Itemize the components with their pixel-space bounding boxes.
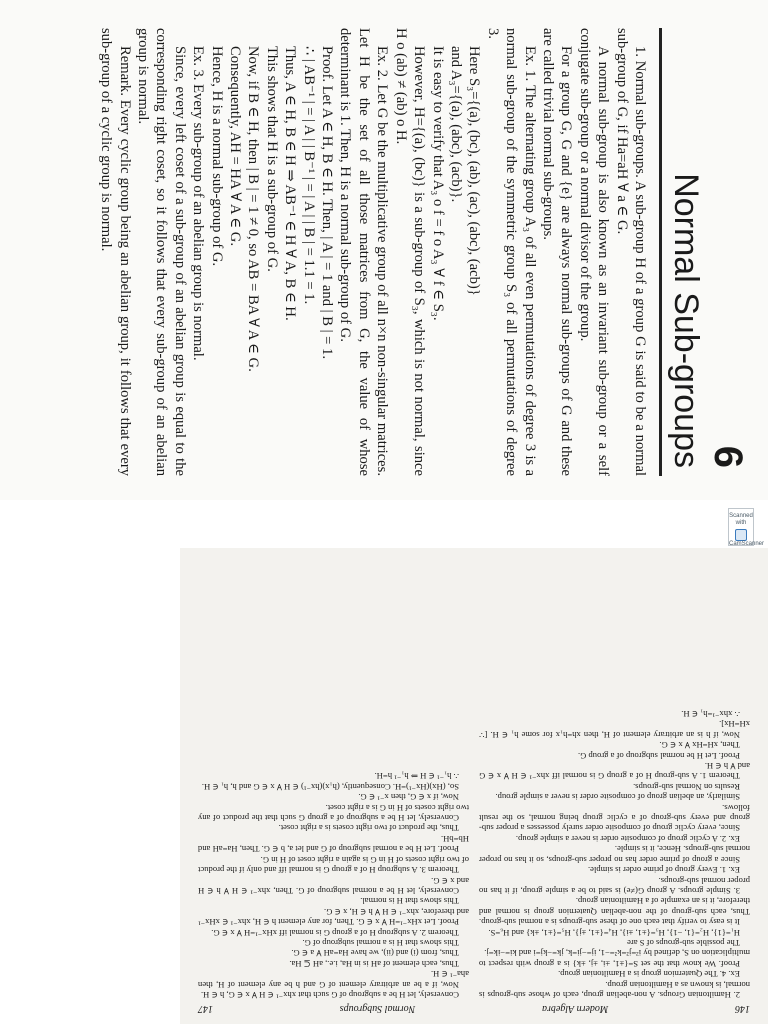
right-para: Thus, each element of aH is in Ha, i.e., aH ⊆ Ha. [289, 958, 459, 969]
para-invariant: A normal sub-group is also known as an invariant sub-group or a self conjugate sub-group or a normal divisor of the group. [576, 28, 612, 476]
para-a3: and A₃={(a), (abc), (acb)}. [447, 46, 464, 203]
right-para: This shows that H is normal. [360, 896, 459, 907]
para-ex1: Ex. 1. The alternating group A₃ of all even permutations of degree 3 is a normal sub-group of the symmetric group S₃ of all permutations of degree 3. [484, 28, 538, 476]
para-hence: Hence, H is a normal sub-group of G. [208, 46, 225, 267]
title-rule [659, 28, 662, 476]
running-head [198, 1003, 750, 1014]
left-para: The possible sub-groups of S are [627, 937, 740, 948]
para-trivial: For a group G, G and {e} are always normal sub-groups of G and these are called trivial normal sub-groups. [539, 28, 575, 476]
para-s3: Here S₃={(a), (bc), (ab), (ac), (abc), (acb)} [466, 46, 483, 296]
left-para: Results on Normal sub-groups. [633, 781, 740, 792]
left-para: 2. Hamiltonian Groups. A non-abelian group, each of whose sub-groups is normal, is known as a Hamiltonian group. [479, 979, 750, 1000]
para-det: ∴ | AB⁻¹ | = | A | | B⁻¹ | = | A | | B | = 1.1 = 1. [300, 46, 317, 305]
left-page-number: 146 [735, 1003, 750, 1014]
right-running-title: Normal Subgroups [339, 1003, 416, 1014]
right-page-number: 147 [198, 1003, 214, 1014]
right-para: Proof. Let H be a normal subgroup of G and let a, b ∈ G. Then, Ha=aH and Hb=bH. [198, 833, 469, 855]
para-verify: It is easy to verify that A₃ o f = f o A₃ ∀ f ∈ S₃. [429, 46, 446, 321]
para-not-normal: However, H={(a), (bc)} is a sub-group of S₃, which is not normal, since H o (ab) ≠ (ab) o H. [392, 28, 428, 476]
left-para: Since a group of prime order has no proper sub-groups, so it has no proper normal sub-groups. Hence, it is simple. [479, 844, 750, 865]
para-definition: 1. Normal sub-groups. A sub-group H of a group G is said to be a normal sub-group of G, if Ha=aH ∀ a ∈ G. [613, 28, 648, 476]
left-running-title: Modern Algebra [542, 1003, 609, 1014]
left-para: H₁={1}, H₂={1, −1}, H₃={±1, ±i}, H₄={±1, ±j}, H₅={±1, ±k} and H₆=S. [488, 927, 740, 938]
scanner-badge [728, 508, 765, 547]
right-para: Conversely, let H be a subgroup of a group G such that the product of any two right cosets of H in G is a right coset. [198, 802, 469, 824]
left-para: It is easy to verify that each one of these sub-groups is a normal sub-group. Thus, each sub-group of the non-abelian Quaternion group is normal and therefore, it is an example of a Hamiltonian group. [479, 896, 750, 928]
para-proof: Proof. Let A ∈ H, B ∈ H. Then, | A | = 1 and | B | = 1. [319, 46, 336, 359]
right-para: Thus, the product of two right cosets is a right coset. [278, 823, 459, 834]
right-para: Now, if a be an arbitrary element of G and h be any element of H, then aha⁻¹ ∈ H. [198, 969, 469, 990]
chapter-page [0, 0, 768, 500]
two-page-columns [198, 709, 750, 1000]
left-para: Proof. We know that the set S={±1, ±i, ±j, ±k} is a group with respect to multiplication on S, defined by i²=j²=k²=−1, ij=−ji=k, jk=−kj=i and ki=−ik=j. [479, 948, 750, 969]
right-para: So, (Hx)(Hx⁻¹)=H. Consequently, (h₁x)(hx⁻¹) ∈ H ∀ x ∈ G and h, h₁ ∈ H. [201, 781, 459, 792]
left-para: Ex. 2. A cyclic group of composite order is never a simple group. [515, 833, 740, 844]
badge-line1: Scanned with [729, 513, 753, 526]
chapter-body [97, 28, 649, 476]
right-para: Proof. Let xHx⁻¹=H ∀ x ∈ G. Then, for any element h ∈ H, xhx⁻¹ ∈ xHx⁻¹ and therefore, xhx⁻¹ ∈ H ∀ h ∈ H, x ∈ G. [198, 906, 469, 928]
left-para: Ex. 1. Every group of prime order is simple. [587, 865, 740, 876]
spread-page [180, 548, 768, 1024]
right-para: Conversely, let H be a subgroup of G such that xhx⁻¹ ∈ H ∀ x ∈ G, h ∈ H. [200, 990, 459, 1000]
para-ex2: Ex. 2. Let G be the multiplicative group of all n×n non-singular matrices. Let H be the set of all those matrices from G, the value of whose determinant is 1. Then, H is a normal sub-group of G. [337, 28, 391, 476]
right-para: Thus, from (i) and (ii), we have Ha=aH ∀ a ∈ G. [291, 948, 459, 959]
right-para: This shows that H is a normal subgroup of G. [302, 937, 459, 948]
left-para: ∴ xhx⁻¹=h₁ ∈ H. [681, 709, 740, 720]
left-para: Then, xH=Hx ∀ x ∈ G. [659, 740, 740, 751]
para-consequently: Consequently, AH = HA ∀ A ∈ G. [227, 46, 244, 246]
para-remark: Remark. Every cyclic group being an abelian group, it follows that every sub-group of a cyclic group is normal. [98, 28, 133, 476]
left-para: Since, every cyclic group of composite order surely possesses a proper sub-group and every sub-group of a cyclic group being normal, so the result follows. [479, 802, 750, 834]
para-commute: Now, if B ∈ H, then | B | = 1 ≠ 0, so AB = BA ∀ A ∈ G. [245, 46, 262, 372]
para-closure: Thus, A ∈ H, B ∈ H ⇒ AB⁻¹ ∈ H ∀ A, B ∈ H. [282, 46, 299, 321]
left-para: Theorem 1. A sub-group H of a group G is normal iff xhx⁻¹ ∈ H ∀ x ∈ G and ∀ h ∈ H. [479, 761, 750, 782]
right-para: ∴ h₁⁻¹ ∈ H ⇒ h₁⁻¹ h=H. [374, 771, 459, 782]
left-para: Ex. 4. The Quaternion group is a Hamiltonian group. [558, 969, 740, 980]
para-subgroup: This shows that H is a sub-group of G. [263, 46, 280, 272]
chapter-title: Normal Sub-groups [667, 173, 705, 468]
right-para: Conversely, let H be a normal subgroup of G. Then, xhx⁻¹ ∈ H ∀ h ∈ H and x ∈ G. [198, 875, 469, 896]
right-column [198, 709, 469, 1000]
left-column [479, 709, 750, 1000]
left-para: Now, if h is an arbitrary element of H, then xh=h₁x for some h₁ ∈ H. [∵ xH=Hx]. [479, 719, 750, 740]
right-para: Theorem 3. A subgroup H of a group G is normal iff and only if the product of two right cosets of H in G is again a right coset of H in G. [198, 854, 469, 876]
camscanner-logo-icon [735, 529, 747, 541]
right-para: Theorem 2. A subgroup H of a group G is normal iff xHx⁻¹=H ∀ x ∈ G. [211, 927, 459, 938]
right-para: Now, if x ∈ G, then x⁻¹ ∈ G. [358, 792, 459, 803]
para-abelian: Since, every left coset of a sub-group of an abelian group is equal to the corresponding right coset, so it follows that every sub-group of an abelian group is normal. [135, 28, 188, 476]
badge-line2: CamScanner [729, 541, 765, 547]
para-ex3: Ex. 3. Every sub-group of an abelian group is normal. [190, 46, 207, 361]
left-para: 3. Simple groups. A group G(≠e) is said to be a simple group, if it has no proper normal sub-groups. [479, 875, 750, 896]
left-para: Similarly, an abelian group of composite order is never a simple group. [495, 792, 740, 803]
chapter-number: 6 [706, 445, 750, 468]
left-para: Proof. Let H be normal subgroup of a group G. [577, 750, 740, 761]
